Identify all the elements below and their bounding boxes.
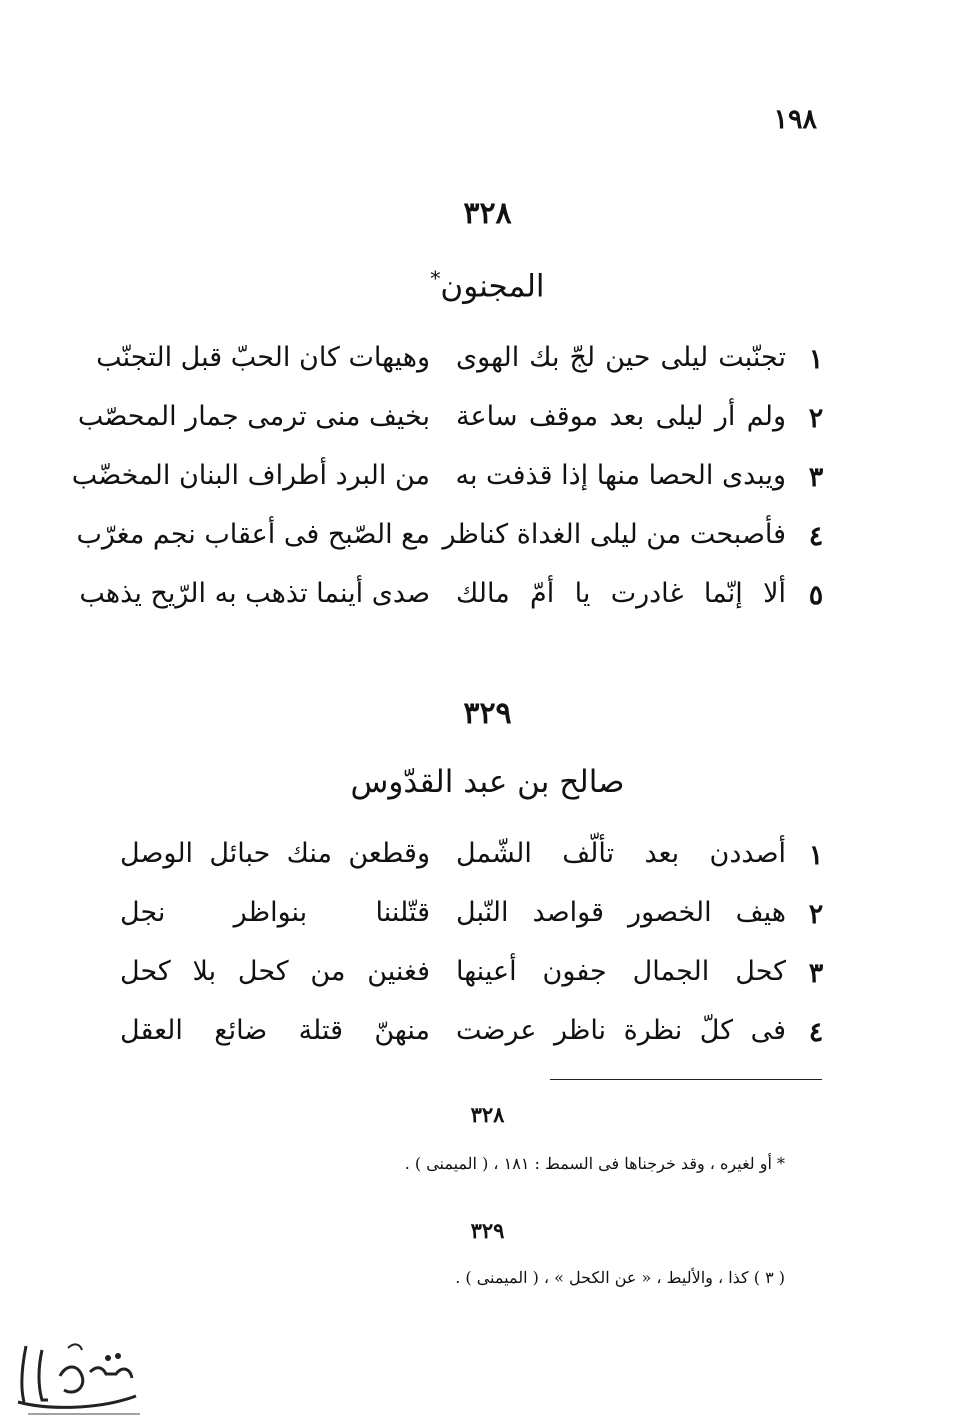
library-stamp-logo bbox=[8, 1336, 148, 1418]
verse-second-hemistich: منهنّ قتلة ضائع العقل bbox=[120, 1015, 430, 1046]
poet-name bbox=[0, 764, 975, 800]
verse-number: ٤ bbox=[808, 521, 824, 552]
footnote-divider bbox=[550, 1079, 822, 1080]
verse-line bbox=[76, 515, 830, 565]
verse-number: ٤ bbox=[808, 1017, 824, 1048]
poem-number: ٣٢٨ bbox=[463, 196, 512, 231]
footnote-text: * أو لغيره ، وقد خرجناها فى السمط : ١٨١ ، ( الميمنى ) . bbox=[404, 1154, 785, 1173]
poem-number: ٣٢٩ bbox=[463, 696, 512, 731]
verse-second-hemistich: من البرد أطراف البنان المخضّب bbox=[71, 460, 430, 491]
verse-number: ١ bbox=[808, 840, 824, 871]
poet-name bbox=[0, 266, 975, 304]
verse-first-hemistich: هيف الخصور قواصد النّبل bbox=[456, 897, 786, 928]
verse-first-hemistich: فى كلّ نظرة ناظر عرضت bbox=[456, 1015, 786, 1046]
verse-second-hemistich: فغنين من كحل بلا كحل bbox=[120, 956, 430, 987]
verse-first-hemistich: ألا إنّما غادرت يا أمّ مالك bbox=[456, 578, 786, 609]
verse-number: ٢ bbox=[808, 403, 824, 434]
verse-first-hemistich: كحل الجمال جفون أعينها bbox=[456, 956, 786, 987]
verse-first-hemistich: ولم أر ليلى بعد موقف ساعة bbox=[456, 401, 786, 432]
verse-first-hemistich: فأصبحت من ليلى الغداة كناظر bbox=[442, 519, 786, 550]
poet-name-text: صالح بن عبد القدّوس bbox=[350, 764, 625, 800]
verse-first-hemistich: أصددن بعد تألّف الشّمل bbox=[456, 838, 786, 869]
verse-line bbox=[71, 456, 830, 506]
verse-number: ٣ bbox=[808, 958, 824, 989]
verse-number: ١ bbox=[808, 344, 824, 375]
verse-number: ٥ bbox=[808, 580, 824, 611]
verse-second-hemistich: وهيهات كان الحبّ قبل التجنّب bbox=[96, 342, 430, 373]
verse-second-hemistich: بخيف منى ترمى جمار المحصّب bbox=[77, 401, 430, 432]
verse-first-hemistich: ويبدى الحصا منها إذا قذفت به bbox=[455, 460, 786, 491]
verse-second-hemistich: قتّلننا بنواظر نجل bbox=[120, 897, 430, 928]
verse-line bbox=[120, 1011, 830, 1061]
verse-line bbox=[96, 338, 830, 388]
verse-first-hemistich: تجنّبت ليلى حين لجّ بك الهوى bbox=[456, 342, 786, 373]
footnote-poem-number: ٣٢٩ bbox=[470, 1218, 505, 1243]
footnote-poem-number: ٣٢٨ bbox=[470, 1102, 505, 1127]
verse-number: ٢ bbox=[808, 899, 824, 930]
page-number: ١٩٨ bbox=[773, 104, 817, 135]
verse-line bbox=[79, 574, 830, 624]
footnote-mark: * bbox=[430, 266, 441, 290]
verse-line bbox=[120, 834, 830, 884]
footnote-text: ( ٣ ) كذا ، والأليط ، « عن الكحل » ، ( الميمنى ) . bbox=[455, 1268, 785, 1287]
verse-second-hemistich: مع الصّبح فى أعقاب نجم مغرّب bbox=[76, 519, 430, 550]
verse-line bbox=[120, 952, 830, 1002]
verse-second-hemistich: وقطعن منك حبائل الوصل bbox=[120, 838, 430, 869]
verse-second-hemistich: صدى أينما تذهب به الرّيح يذهب bbox=[79, 578, 430, 609]
verse-line bbox=[120, 893, 830, 943]
verse-number: ٣ bbox=[808, 462, 824, 493]
poet-name-text: المجنون bbox=[440, 268, 545, 305]
verse-line bbox=[77, 397, 830, 447]
